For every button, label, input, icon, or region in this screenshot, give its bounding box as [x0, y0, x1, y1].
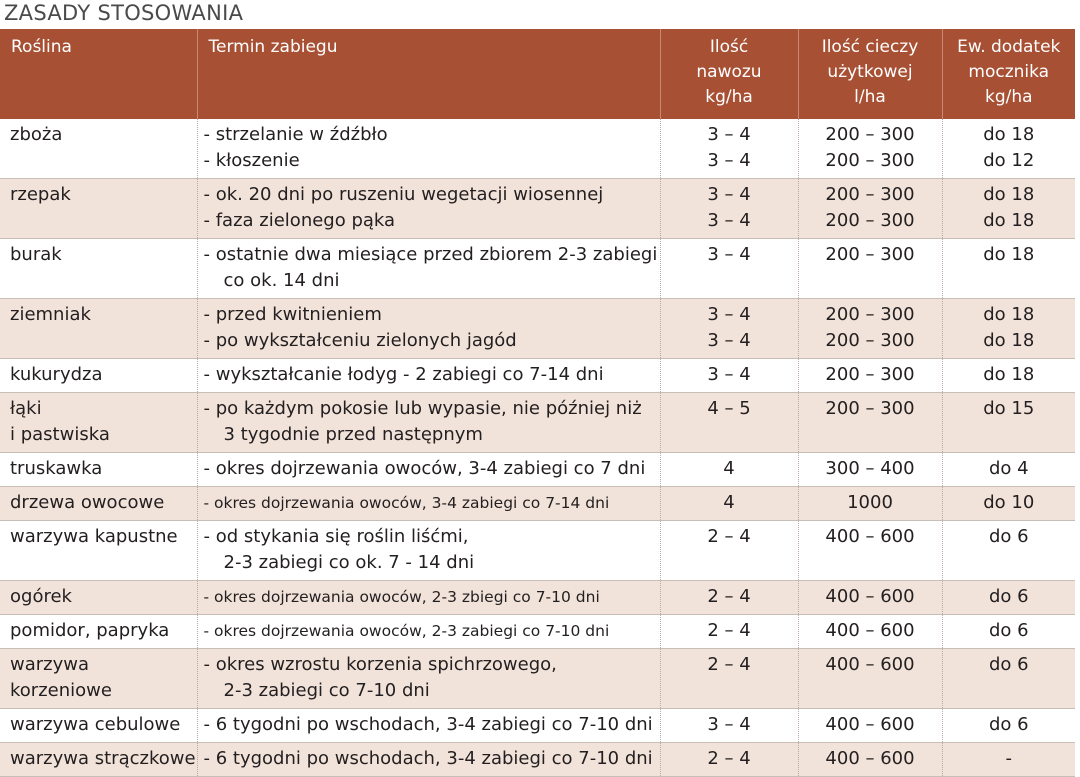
cell-urea — [942, 649, 1075, 709]
fertilizer-value: 2 – 4 — [707, 654, 751, 675]
table-row — [0, 487, 1075, 521]
fertilizer-value: 3 – 4 — [707, 184, 751, 205]
urea-value: do 6 — [988, 654, 1029, 675]
cell-term — [197, 179, 660, 239]
cell-urea — [942, 521, 1075, 581]
term-line: 2-3 zabiegi co ok. 7 - 14 dni — [223, 552, 475, 573]
header-fertilizer-amount — [660, 29, 798, 119]
plant-name: korzeniowe — [10, 680, 112, 701]
term-line: - wykształcanie łodyg - 2 zabiegi co 7-14 dni — [203, 364, 604, 385]
cell-plant — [0, 487, 197, 521]
term-line: - po wykształceniu zielonych jagód — [203, 330, 517, 351]
cell-fertilizer — [660, 615, 798, 649]
table-row — [0, 359, 1075, 393]
term-line: 2-3 zabiegi co 7-10 dni — [223, 680, 430, 701]
cell-urea — [942, 119, 1075, 179]
cell-fertilizer — [660, 179, 798, 239]
term-line: co ok. 14 dni — [223, 270, 340, 291]
cell-plant — [0, 119, 197, 179]
table-row — [0, 521, 1075, 581]
cell-liquid — [798, 179, 942, 239]
plant-name: drzewa owocowe — [10, 492, 165, 513]
urea-value: do 6 — [988, 526, 1029, 547]
header-fertilizer-line: nawozu — [696, 62, 762, 82]
term-line: - faza zielonego pąka — [203, 210, 396, 231]
liquid-value: 200 – 300 — [825, 398, 915, 419]
urea-value: - — [1005, 748, 1012, 769]
cell-urea — [942, 359, 1075, 393]
term-line: - strzelanie w źdźbło — [203, 124, 388, 145]
cell-liquid — [798, 709, 942, 743]
urea-value: do 18 — [983, 184, 1035, 205]
plant-name: zboża — [10, 124, 63, 145]
table-row — [0, 299, 1075, 359]
term-line: - ostatnie dwa miesiące przed zbiorem 2-3 zabiegi — [203, 244, 658, 265]
liquid-value: 400 – 600 — [825, 654, 915, 675]
liquid-value: 400 – 600 — [825, 526, 915, 547]
plant-name: ogórek — [10, 586, 72, 607]
header-urea-line: mocznika — [968, 62, 1050, 82]
liquid-value: 400 – 600 — [825, 748, 915, 769]
fertilizer-value: 2 – 4 — [707, 620, 751, 641]
cell-term — [197, 119, 660, 179]
table-row — [0, 743, 1075, 777]
fertilizer-value: 3 – 4 — [707, 714, 751, 735]
urea-value: do 18 — [983, 124, 1035, 145]
cell-term — [197, 521, 660, 581]
cell-liquid — [798, 649, 942, 709]
cell-liquid — [798, 743, 942, 777]
table-row — [0, 581, 1075, 615]
liquid-value: 400 – 600 — [825, 586, 915, 607]
cell-liquid — [798, 393, 942, 453]
liquid-value: 200 – 300 — [825, 184, 915, 205]
cell-fertilizer — [660, 709, 798, 743]
cell-plant — [0, 359, 197, 393]
cell-plant — [0, 743, 197, 777]
header-urea-addition — [942, 29, 1075, 119]
cell-liquid — [798, 119, 942, 179]
cell-urea — [942, 487, 1075, 521]
liquid-value: 200 – 300 — [825, 244, 915, 265]
header-term: Termin zabiegu — [197, 29, 660, 119]
table-row — [0, 239, 1075, 299]
cell-fertilizer — [660, 299, 798, 359]
header-fertilizer-line: Ilość — [709, 37, 749, 57]
term-line: - kłoszenie — [203, 150, 300, 171]
table-row — [0, 179, 1075, 239]
table-row — [0, 119, 1075, 179]
cell-plant — [0, 649, 197, 709]
cell-fertilizer — [660, 743, 798, 777]
header-liquid-line: l/ha — [854, 87, 886, 107]
liquid-value: 200 – 300 — [825, 210, 915, 231]
plant-name: burak — [10, 244, 62, 265]
plant-name: rzepak — [10, 184, 71, 205]
fertilizer-value: 3 – 4 — [707, 244, 751, 265]
cell-liquid — [798, 359, 942, 393]
cell-urea — [942, 581, 1075, 615]
cell-liquid — [798, 453, 942, 487]
cell-fertilizer — [660, 119, 798, 179]
cell-term — [197, 615, 660, 649]
cell-plant — [0, 453, 197, 487]
cell-liquid — [798, 521, 942, 581]
fertilizer-value: 4 — [723, 492, 735, 513]
cell-liquid — [798, 615, 942, 649]
cell-fertilizer — [660, 581, 798, 615]
fertilizer-value: 4 — [723, 458, 735, 479]
urea-value: do 6 — [988, 714, 1029, 735]
fertilizer-value: 3 – 4 — [707, 210, 751, 231]
plant-name: ziemniak — [10, 304, 91, 325]
urea-value: do 6 — [988, 620, 1029, 641]
fertilizer-value: 4 – 5 — [707, 398, 751, 419]
fertilizer-value: 2 – 4 — [707, 526, 751, 547]
cell-urea — [942, 299, 1075, 359]
cell-fertilizer — [660, 487, 798, 521]
liquid-value: 200 – 300 — [825, 330, 915, 351]
cell-urea — [942, 179, 1075, 239]
cell-fertilizer — [660, 453, 798, 487]
liquid-value: 200 – 300 — [825, 150, 915, 171]
urea-value: do 18 — [983, 210, 1035, 231]
cell-term — [197, 359, 660, 393]
term-line: - ok. 20 dni po ruszeniu wegetacji wiosennej — [203, 184, 604, 205]
cell-term — [197, 299, 660, 359]
table-header-row — [0, 29, 1075, 119]
cell-urea — [942, 453, 1075, 487]
cell-fertilizer — [660, 239, 798, 299]
header-liquid-line: Ilość cieczy — [821, 37, 919, 57]
plant-name: warzywa kapustne — [10, 526, 178, 547]
header-urea-line: kg/ha — [984, 87, 1033, 107]
term-line: - po każdym pokosie lub wypasie, nie później niż — [203, 398, 642, 419]
cell-urea — [942, 615, 1075, 649]
header-liquid-amount — [798, 29, 942, 119]
cell-fertilizer — [660, 359, 798, 393]
fertilizer-value: 3 – 4 — [707, 304, 751, 325]
term-line: - okres dojrzewania owoców, 3-4 zabiegi co 7-14 dni — [203, 494, 610, 512]
cell-plant — [0, 299, 197, 359]
liquid-value: 200 – 300 — [825, 364, 915, 385]
urea-value: do 15 — [983, 398, 1035, 419]
liquid-value: 200 – 300 — [825, 304, 915, 325]
cell-urea — [942, 743, 1075, 777]
term-line: - przed kwitnieniem — [203, 304, 382, 325]
cell-term — [197, 239, 660, 299]
cell-fertilizer — [660, 649, 798, 709]
fertilizer-value: 3 – 4 — [707, 124, 751, 145]
cell-liquid — [798, 299, 942, 359]
table-row — [0, 615, 1075, 649]
header-plant: Roślina — [0, 29, 197, 119]
urea-value: do 10 — [983, 492, 1035, 513]
urea-value: do 6 — [988, 586, 1029, 607]
term-line: 3 tygodnie przed następnym — [223, 424, 483, 445]
header-urea-line: Ew. dodatek — [957, 37, 1061, 57]
cell-plant — [0, 521, 197, 581]
table-row — [0, 709, 1075, 743]
cell-urea — [942, 239, 1075, 299]
cell-plant — [0, 239, 197, 299]
fertilizer-value: 2 – 4 — [707, 748, 751, 769]
urea-value: do 18 — [983, 304, 1035, 325]
cell-plant — [0, 581, 197, 615]
table-row — [0, 393, 1075, 453]
cell-liquid — [798, 239, 942, 299]
liquid-value: 200 – 300 — [825, 124, 915, 145]
term-line: - okres wzrostu korzenia spichrzowego, — [203, 654, 557, 675]
fertilizer-value: 3 – 4 — [707, 330, 751, 351]
cell-term — [197, 709, 660, 743]
page-title: ZASADY STOSOWANIA — [4, 1, 244, 25]
urea-value: do 18 — [983, 364, 1035, 385]
cell-liquid — [798, 487, 942, 521]
urea-value: do 18 — [983, 244, 1035, 265]
plant-name: warzywa cebulowe — [10, 714, 181, 735]
cell-term — [197, 453, 660, 487]
urea-value: do 12 — [983, 150, 1035, 171]
term-line: - okres dojrzewania owoców, 2-3 zabiegi co 7-10 dni — [203, 622, 610, 640]
plant-name: warzywa — [10, 654, 90, 675]
plant-name: kukurydza — [10, 364, 103, 385]
fertilizer-value: 3 – 4 — [707, 150, 751, 171]
liquid-value: 400 – 600 — [825, 714, 915, 735]
plant-name: truskawka — [10, 458, 103, 479]
term-line: - okres dojrzewania owoców, 2-3 zbiegi co 7-10 dni — [203, 588, 600, 606]
term-line: - okres dojrzewania owoców, 3-4 zabiegi co 7 dni — [203, 458, 646, 479]
urea-value: do 18 — [983, 330, 1035, 351]
liquid-value: 400 – 600 — [825, 620, 915, 641]
fertilizer-value: 2 – 4 — [707, 586, 751, 607]
urea-value: do 4 — [988, 458, 1029, 479]
plant-name: łąki — [10, 398, 42, 419]
cell-term — [197, 581, 660, 615]
plant-name: pomidor, papryka — [10, 620, 170, 641]
application-table — [0, 29, 1075, 777]
term-line: - 6 tygodni po wschodach, 3-4 zabiegi co 7-10 dni — [203, 748, 653, 769]
cell-term — [197, 743, 660, 777]
cell-plant — [0, 393, 197, 453]
cell-plant — [0, 179, 197, 239]
cell-urea — [942, 393, 1075, 453]
liquid-value: 300 – 400 — [825, 458, 915, 479]
header-liquid-line: użytkowej — [827, 62, 913, 82]
cell-fertilizer — [660, 393, 798, 453]
table-row — [0, 453, 1075, 487]
cell-term — [197, 393, 660, 453]
plant-name: warzywa strączkowe — [10, 748, 196, 769]
cell-plant — [0, 709, 197, 743]
header-fertilizer-line: kg/ha — [705, 87, 753, 107]
fertilizer-value: 3 – 4 — [707, 364, 751, 385]
cell-term — [197, 487, 660, 521]
cell-liquid — [798, 581, 942, 615]
liquid-value: 1000 — [847, 492, 893, 513]
cell-fertilizer — [660, 521, 798, 581]
plant-name: i pastwiska — [10, 424, 110, 445]
table-row — [0, 649, 1075, 709]
cell-urea — [942, 709, 1075, 743]
term-line: - 6 tygodni po wschodach, 3-4 zabiegi co 7-10 dni — [203, 714, 653, 735]
term-line: - od stykania się roślin liśćmi, — [203, 526, 469, 547]
cell-term — [197, 649, 660, 709]
cell-plant — [0, 615, 197, 649]
